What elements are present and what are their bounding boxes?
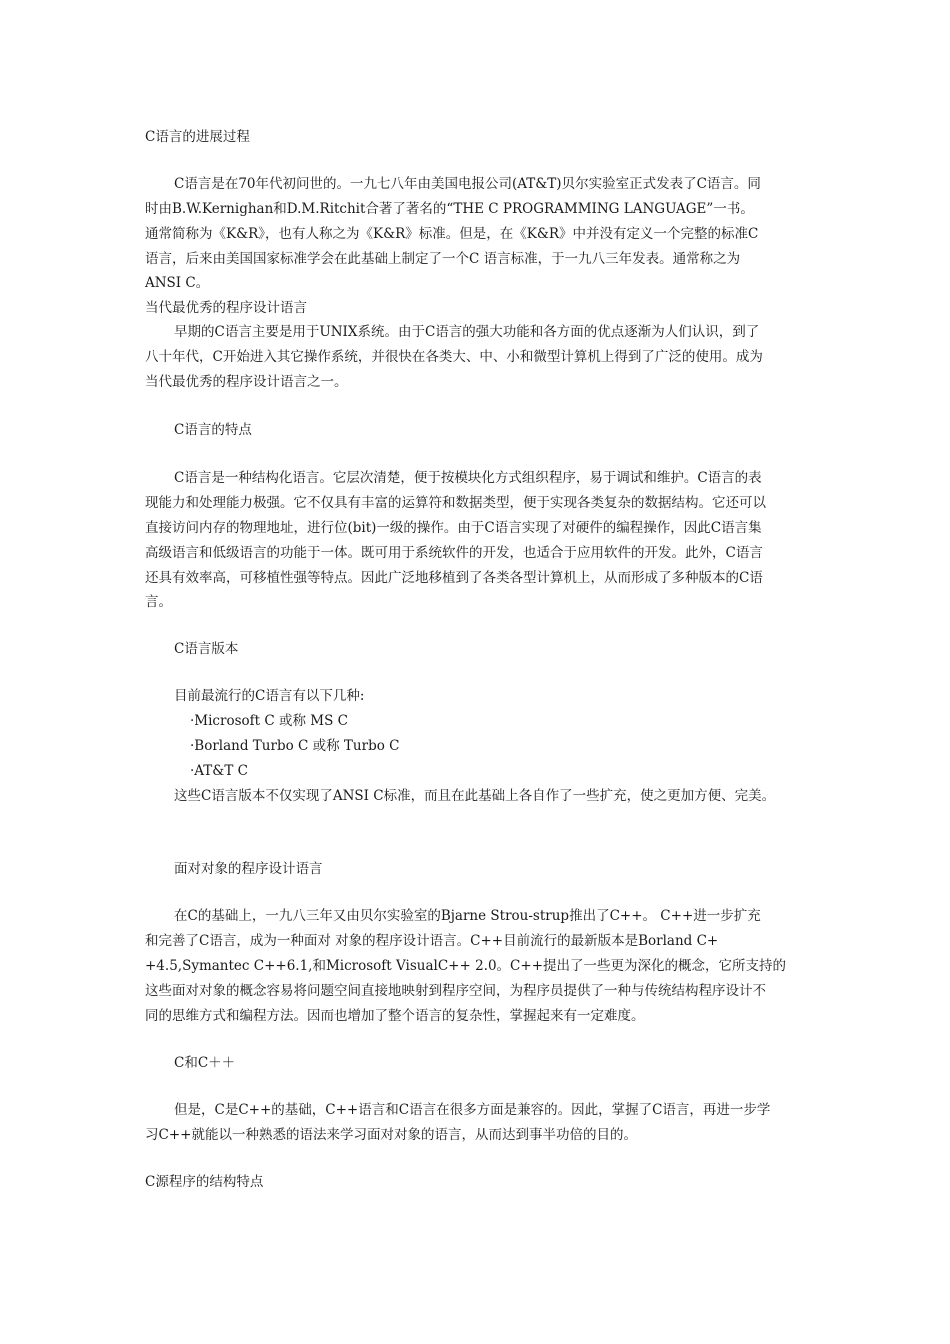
paragraph-line: C语言是一种结构化语言。它层次清楚，便于按模块化方式组织程序，易于调试和维护。C语言的表 <box>174 470 762 486</box>
heading-best-language: 当代最优秀的程序设计语言 <box>145 300 307 316</box>
list-item: ·Microsoft C 或称 MS C <box>190 713 348 729</box>
paragraph-line: 高级语言和低级语言的功能于一体。既可用于系统软件的开发，也适合于应用软件的开发。此外，C语言 <box>145 545 763 561</box>
paragraph-line: 直接访问内存的物理地址，进行位(bit)一级的操作。由于C语言实现了对硬件的编程操作，因此C语言集 <box>145 520 762 536</box>
paragraph-line: 言。 <box>145 594 172 610</box>
paragraph-line: 通常简称为《K&R》，也有人称之为《K&R》标准。但是，在《K&R》中并没有定义一个完整的标准C <box>145 226 759 242</box>
paragraph-line: 目前最流行的C语言有以下几种: <box>174 688 365 704</box>
list-item: ·Borland Turbo C 或称 Turbo C <box>190 738 400 754</box>
paragraph-line: 和完善了C语言，成为一种面对 对象的程序设计语言。C++目前流行的最新版本是Borland C+ <box>145 933 719 949</box>
paragraph-line: +4.5,Symantec C++6.1,和Microsoft VisualC++ 2.0。C++提出了一些更为深化的概念，它所支持的 <box>145 958 787 974</box>
paragraph-line: 时由B.W.Kernighan和D.M.Ritchit合著了著名的“THE C PROGRAMMING LANGUAGE”一书。 <box>145 201 754 217</box>
heading-c-and-cpp: C和C＋＋ <box>174 1055 236 1071</box>
paragraph-line: 早期的C语言主要是用于UNIX系统。由于C语言的强大功能和各方面的优点逐渐为人们认识，到了 <box>174 324 760 340</box>
paragraph-line: 习C++就能以一种熟悉的语法来学习面对对象的语言，从而达到事半功倍的目的。 <box>145 1127 637 1143</box>
heading-c-versions: C语言版本 <box>174 641 239 657</box>
paragraph-line: 在C的基础上，一九八三年又由贝尔实验室的Bjarne Strou-strup推出了C++。 C++进一步扩充 <box>174 908 761 924</box>
paragraph-line: 这些面对对象的概念容易将问题空间直接地映射到程序空间，为程序员提供了一种与传统结构程序设计不 <box>145 983 766 999</box>
paragraph-line: ANSI C。 <box>145 275 210 291</box>
paragraph-line: C语言是在70年代初问世的。一九七八年由美国电报公司(AT&T)贝尔实验室正式发表了C语言。同 <box>174 176 761 192</box>
paragraph-line: 但是，C是C++的基础，C++语言和C语言在很多方面是兼容的。因此，掌握了C语言，再进一步学 <box>174 1102 771 1118</box>
heading-c-source-structure: C源程序的结构特点 <box>145 1174 264 1190</box>
heading-c-history: C语言的进展过程 <box>145 129 250 145</box>
paragraph-line: 八十年代，C开始进入其它操作系统，并很快在各类大、中、小和微型计算机上得到了广泛的使用。成为 <box>145 349 763 365</box>
paragraph-line: 语言，后来由美国国家标准学会在此基础上制定了一个C 语言标准，于一九八三年发表。通常称之为 <box>145 251 741 267</box>
paragraph-line: 这些C语言版本不仅实现了ANSI C标准，而且在此基础上各自作了一些扩充，使之更加方便、完美。 <box>174 788 776 804</box>
list-item: ·AT&T C <box>190 763 248 779</box>
heading-oop-language: 面对对象的程序设计语言 <box>174 861 323 877</box>
paragraph-line: 现能力和处理能力极强。它不仅具有丰富的运算符和数据类型，便于实现各类复杂的数据结构。它还可以 <box>145 495 766 511</box>
paragraph-line: 还具有效率高，可移植性强等特点。因此广泛地移植到了各类各型计算机上，从而形成了多种版本的C语 <box>145 570 763 586</box>
heading-c-features: C语言的特点 <box>174 422 252 438</box>
paragraph-line: 当代最优秀的程序设计语言之一。 <box>145 374 348 390</box>
paragraph-line: 同的思维方式和编程方法。因而也增加了整个语言的复杂性，掌握起来有一定难度。 <box>145 1008 645 1024</box>
